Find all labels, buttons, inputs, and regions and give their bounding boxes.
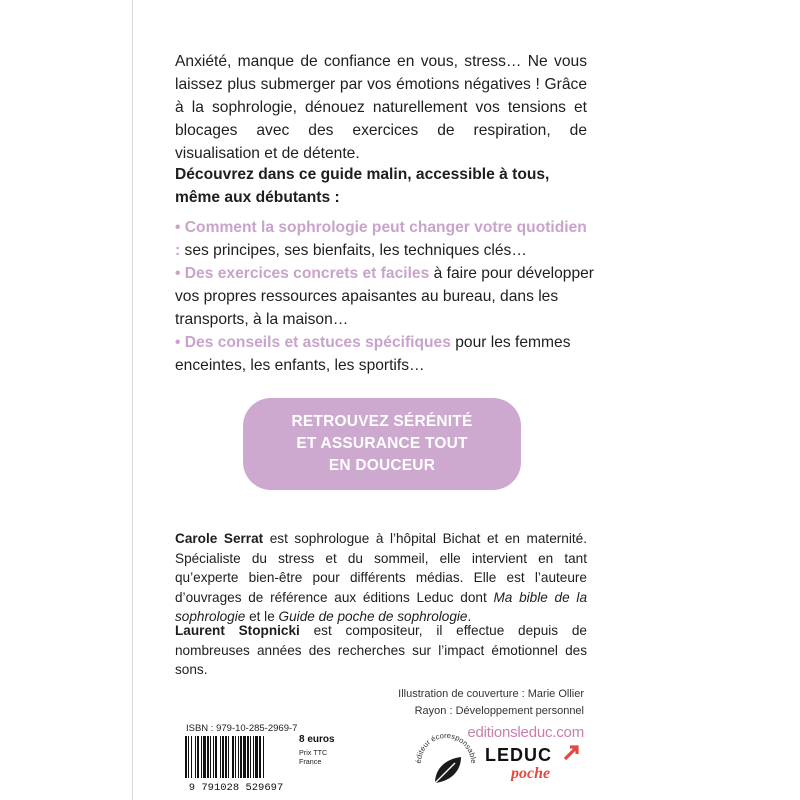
logo-arrow-icon bbox=[565, 747, 577, 759]
back-cover bbox=[133, 0, 800, 800]
eco-publisher-badge bbox=[411, 725, 481, 789]
illustration-credit: Illustration de couverture : Marie Ollier bbox=[398, 688, 584, 700]
bullet-text: ses principes, ses bienfaits, les techniques clés… bbox=[184, 242, 527, 259]
composer-name: Laurent Stopnicki bbox=[175, 623, 300, 638]
book-title: Ma bible de la sophrologie bbox=[175, 589, 587, 625]
author-name: Carole Serrat bbox=[175, 531, 264, 546]
bullet-item bbox=[175, 216, 595, 262]
intro-paragraph: Anxiété, manque de confiance en vous, stress… Ne vous laissez plus submerger par vos émotions négatives ! Grâce à la sophrologie, dénouez naturellement vos tensions et blocages avec des exercices de respiration, de visualisation et de détente. bbox=[175, 53, 587, 162]
barcode-digits: 9 791028 529697 bbox=[188, 782, 284, 792]
bullet-text: à faire pour développer vos propres ressources apaisantes au bureau, dans les transports, à la maison… bbox=[175, 265, 594, 328]
website-link[interactable]: editionsleduc.com bbox=[467, 724, 584, 741]
shelf-category: Rayon : Développement personnel bbox=[414, 705, 584, 717]
callout-banner bbox=[243, 398, 521, 490]
price-note: Prix TTC France bbox=[299, 748, 328, 766]
book-title: Guide de poche de sophrologie bbox=[278, 609, 468, 625]
logo-leduc: LEDUC bbox=[485, 745, 552, 765]
price: 8 euros bbox=[299, 734, 335, 745]
barcode bbox=[179, 734, 293, 792]
logo-poche: poche bbox=[511, 765, 551, 781]
bullet-highlight: • Des conseils et astuces spécifiques bbox=[175, 334, 451, 351]
bullet-item bbox=[175, 262, 595, 331]
bullet-highlight: • Des exercices concrets et faciles bbox=[175, 265, 430, 282]
author-bio: Carole Serrat est sophrologue à l’hôpital Bichat et en maternité. Spécialiste du stress et du sommeil, elle intervient en tant qu’experte bien-être pour différents médias. Elle est l’auteure d’ouvrages de référence aux éditions Leduc dont Ma bible de la sophrologie et le Guide de poche de sophrologie. bbox=[175, 531, 587, 625]
callout-text: RETROUVEZ SÉRÉNITÉ ET ASSURANCE TOUT EN DOUCEUR bbox=[291, 413, 473, 474]
section-heading: Découvrez dans ce guide malin, accessible à tous, même aux débutants : bbox=[175, 166, 550, 206]
bullet-item bbox=[175, 331, 595, 377]
bullet-text: pour les femmes enceintes, les enfants, les sportifs… bbox=[175, 334, 571, 374]
isbn-label: ISBN : 979-10-285-2969-7 bbox=[186, 723, 298, 734]
eco-label: éditeur écoresponsable bbox=[413, 730, 479, 764]
composer-bio: Laurent Stopnicki est compositeur, il effectue depuis de nombreuses années des recherches sur l’impact émotionnel des sons. bbox=[175, 623, 587, 678]
leduc-poche-logo bbox=[485, 745, 585, 781]
bullet-highlight: • Comment la sophrologie peut changer votre quotidien : bbox=[175, 219, 587, 259]
credits bbox=[398, 686, 584, 720]
